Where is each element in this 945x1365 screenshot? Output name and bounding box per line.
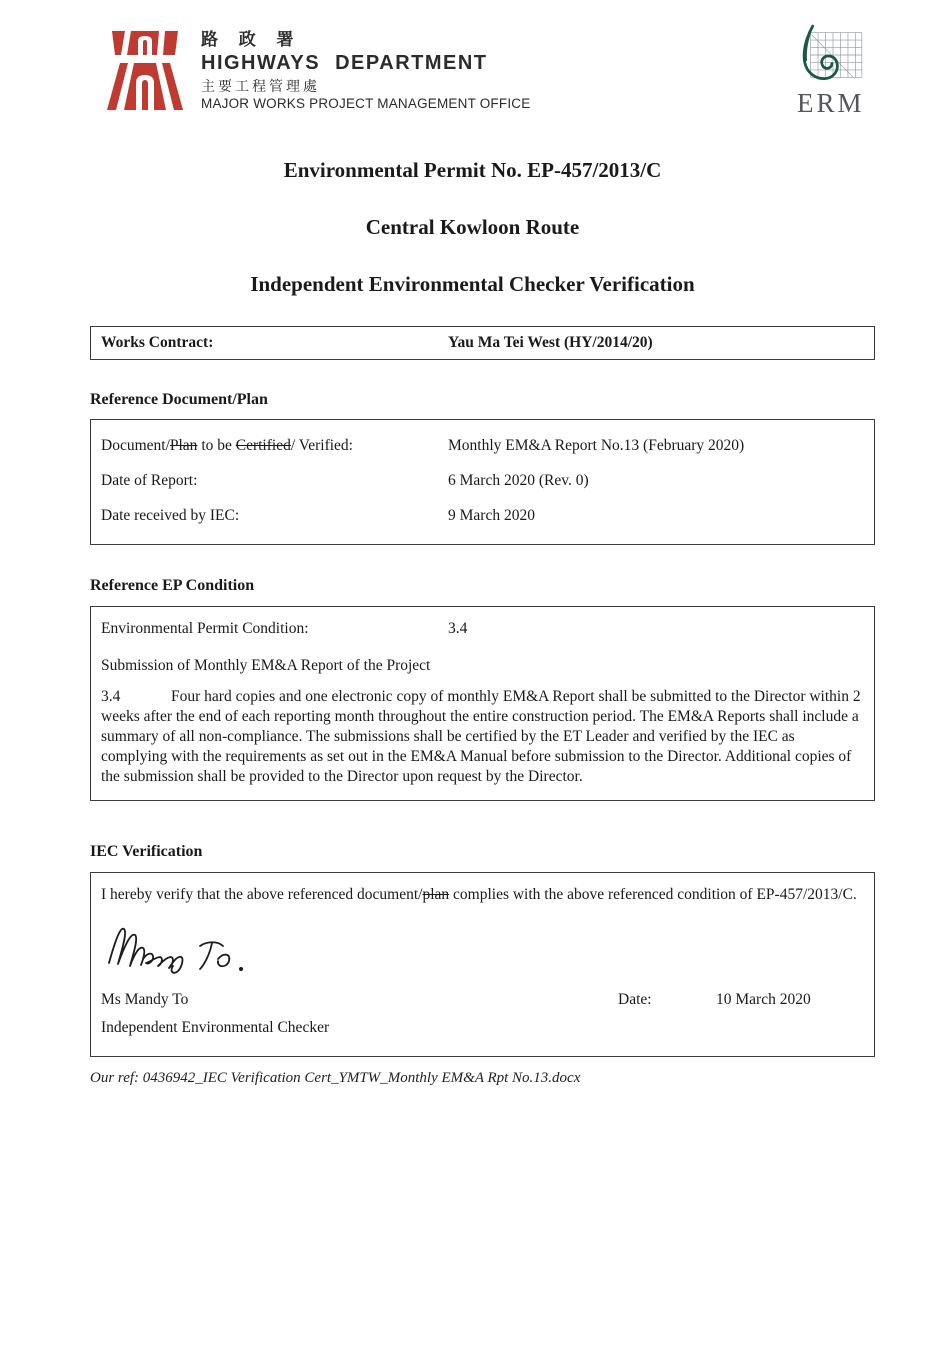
hyd-name-english: HIGHWAYS DEPARTMENT [201,52,488,74]
ep-condition-heading: Reference EP Condition [90,577,255,594]
date-of-report-label: Date of Report: [101,472,198,489]
signatory-title: Independent Environmental Checker [101,1019,330,1036]
works-contract-box [90,326,875,360]
ep-condition-row [101,618,864,640]
statement-part: complies with the above referenced condition of EP-457/2013/C. [449,886,857,903]
permit-number-title: Environmental Permit No. EP-457/2013/C [283,158,662,182]
signatory-row [101,989,864,1011]
document-page [0,28,945,1088]
date-received-value: 9 March 2020 [448,507,535,524]
erm-wordmark: ERM [797,88,865,118]
iec-verification-box [90,872,875,1057]
date-received-label: Date received by IEC: [101,507,240,524]
project-title: Central Kowloon Route [365,215,580,239]
highways-department-block [105,28,875,113]
ep-condition-clause [101,687,864,787]
hyd-name-chinese: 路 政 署 [201,30,302,49]
signatory-name: Ms Mandy To [101,991,189,1008]
date-of-report-value: 6 March 2020 (Rev. 0) [448,472,589,489]
ep-condition-subheading: Submission of Monthly EM&A Report of the Project [101,657,431,674]
hyd-office-english: MAJOR WORKS PROJECT MANAGEMENT OFFICE [201,96,531,111]
document-to-be-verified-label [101,435,448,457]
erm-logo-icon [797,24,869,86]
hyd-office-chinese: 主要工程管理處 [201,78,320,94]
struck-word-plan: Plan [169,437,198,454]
erm-logo-block [797,24,875,117]
document-type-title: Independent Environmental Checker Verification [250,272,695,296]
date-value: 10 March 2020 [716,991,811,1008]
label-part: to be [197,437,236,454]
statement-part: I hereby verify that the above referenced document/ [101,886,423,903]
clause-text: Four hard copies and one electronic copy of monthly EM&A Report shall be submitted to the Director within 2 weeks after the end of each reporting month throughout the entire construction period. The EM&A Reports shall include a summary of all non-compliance. The submissions shall be certified by the ET Leader and verified by the IEC as complying with the requirements as set out in the EM&A Manual before submission to the Director. Additional copies of the submission shall be provided to the Director upon request by the Director. [101,688,861,785]
document-titles [0,158,945,297]
date-label: Date: [618,991,652,1008]
label-part: / Verified: [290,437,353,454]
our-ref-line: Our ref: 0436942_IEC Verification Cert_YMTW_Monthly EM&A Rpt No.13.docx [90,1070,581,1086]
document-to-be-verified-row [101,435,864,457]
reference-document-heading: Reference Document/Plan [90,391,268,408]
ep-condition-value: 3.4 [448,620,468,637]
works-contract-value: Yau Ma Tei West (HY/2014/20) [448,334,653,351]
document-body [90,326,875,1057]
struck-word-certified: Certified [235,437,291,454]
iec-verification-heading: IEC Verification [90,843,203,860]
iec-verification-statement [101,884,864,905]
date-of-report-row [101,470,864,492]
signature-image [105,919,280,975]
struck-word-plan: plan [422,886,450,903]
reference-document-box [90,419,875,545]
highways-department-logo-icon [105,28,185,113]
date-received-row [101,505,864,527]
label-part: Document/ [101,437,170,454]
ep-condition-label: Environmental Permit Condition: [101,620,309,637]
document-to-be-verified-value: Monthly EM&A Report No.13 (February 2020) [448,437,745,454]
works-contract-label: Works Contract: [101,334,214,351]
clause-number: 3.4 [101,688,121,705]
ep-condition-box [90,606,875,801]
document-header [105,28,875,120]
highways-department-titles [201,28,530,112]
